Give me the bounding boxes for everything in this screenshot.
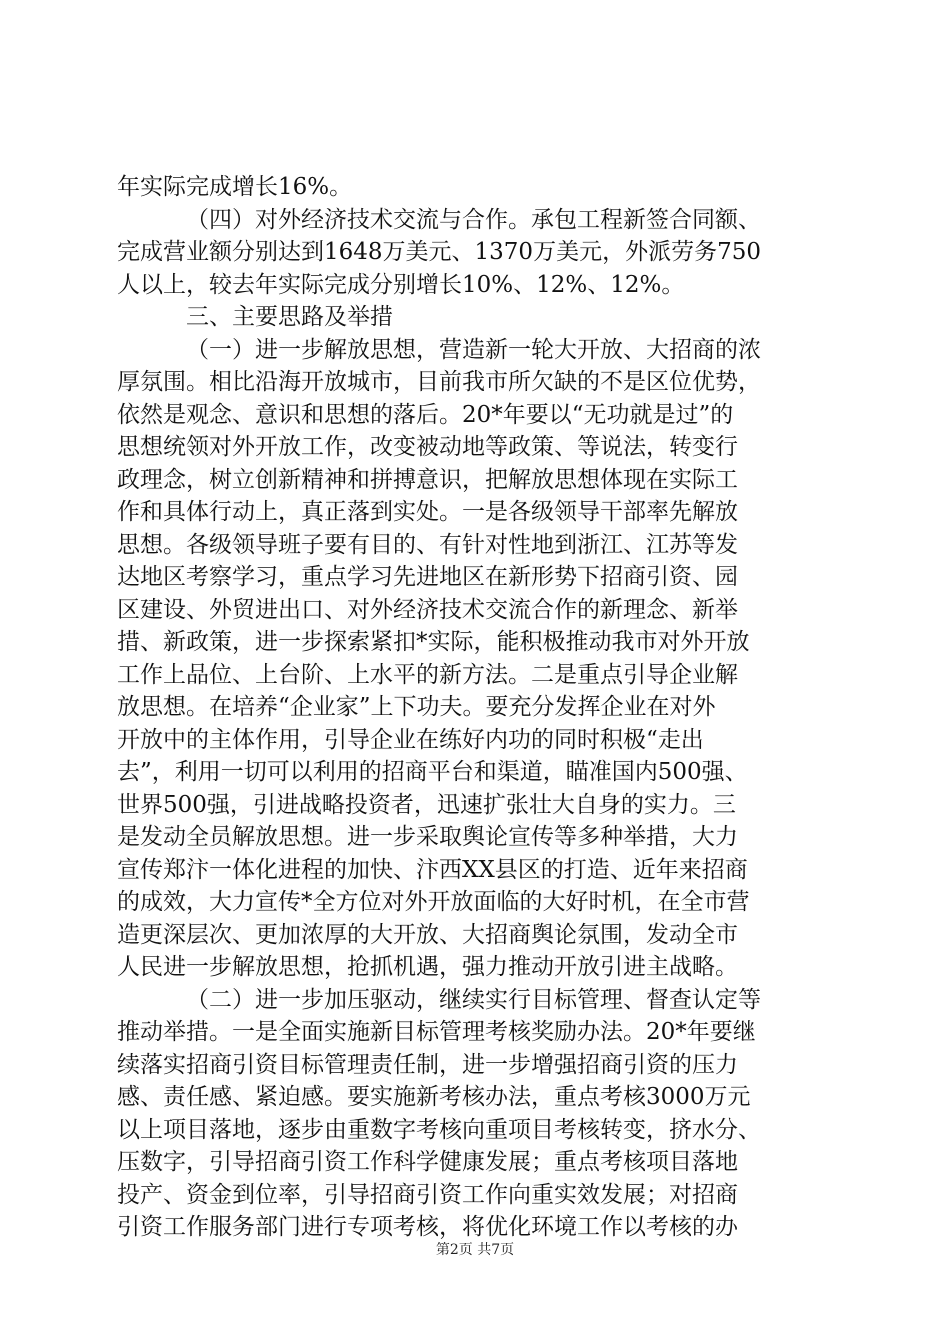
text-line: 以上项目落地，逐步由重数字考核向重项目考核转变，挤水分、	[117, 1116, 761, 1143]
text-line: 思想。各级领导班子要有目的、有针对性地到浙江、江苏等发	[117, 531, 738, 558]
text-line: 依然是观念、意识和思想的落后。20*年要以“无功就是过”的	[117, 401, 734, 428]
text-line: 的成效，大力宣传*全方位对外开放面临的大好时机，在全市营	[117, 889, 750, 915]
text-line: 年实际完成增长16%。	[117, 174, 353, 200]
body-text	[117, 171, 837, 1244]
text-line: 厚氛围。相比沿海开放城市，目前我市所欠缺的不是区位优势，	[117, 369, 761, 395]
text-line: 放思想。在培养“企业家”上下功夫。要充分发挥企业在对外	[117, 694, 716, 720]
page-number-footer: 第2页 共7页	[435, 1242, 515, 1258]
text-line: 感、责任感、紧迫感。要实施新考核办法，重点考核3000万元	[117, 1084, 751, 1110]
text-line: 宣传郑汴一体化进程的加快、汴西XX县区的打造、近年来招商	[117, 856, 748, 883]
text-line: 思想统领对外开放工作，改变被动地等政策、等说法，转变行	[117, 434, 738, 460]
text-line: （一）进一步解放思想，营造新一轮大开放、大招商的浓	[186, 336, 761, 363]
text-line: 工作上品位、上台阶、上水平的新方法。二是重点引导企业解	[117, 661, 738, 688]
text-line: 引资工作服务部门进行专项考核，将优化环境工作以考核的办	[117, 1214, 738, 1240]
text-line: 人以上，较去年实际完成分别增长10%、12%、12%。	[117, 271, 685, 298]
text-line: 是发动全员解放思想。进一步采取舆论宣传等多种举措，大力	[117, 824, 738, 850]
text-line: 压数字，引导招商引资工作科学健康发展；重点考核项目落地	[117, 1149, 738, 1175]
text-line: 推动举措。一是全面实施新目标管理考核奖励办法。20*年要继	[117, 1019, 756, 1045]
section-heading: 三、主要思路及举措	[186, 304, 393, 330]
text-line: 去”，利用一切可以利用的招商平台和渠道，瞄准国内500强、	[117, 759, 748, 785]
text-line: 造更深层次、更加浓厚的大开放、大招商舆论氛围，发动全市	[117, 921, 738, 948]
text-line: 开放中的主体作用，引导企业在练好内功的同时积极“走出	[117, 726, 704, 753]
text-line: 区建设、外贸进出口、对外经济技术交流合作的新理念、新举	[117, 596, 738, 623]
text-line: （四）对外经济技术交流与合作。承包工程新签合同额、	[186, 206, 761, 233]
text-line: 完成营业额分别达到1648万美元、1370万美元，外派劳务750	[117, 239, 761, 265]
text-line: 达地区考察学习，重点学习先进地区在新形势下招商引资、园	[117, 564, 738, 590]
text-line: 政理念，树立创新精神和拼搏意识，把解放思想体现在实际工	[117, 466, 738, 493]
text-line: 人民进一步解放思想，抢抓机遇，强力推动开放引进主战略。	[117, 954, 738, 980]
text-line: （二）进一步加压驱动，继续实行目标管理、督查认定等	[186, 986, 761, 1013]
text-line: 续落实招商引资目标管理责任制，进一步增强招商引资的压力	[117, 1051, 738, 1078]
text-line: 世界500强，引进战略投资者，迅速扩张壮大自身的实力。三	[117, 791, 736, 818]
text-line: 投产、资金到位率，引导招商引资工作向重实效发展；对招商	[117, 1181, 738, 1208]
text-line: 作和具体行动上，真正落到实处。一是各级领导干部率先解放	[117, 499, 738, 525]
text-line: 措、新政策，进一步探索紧扣*实际，能积极推动我市对外开放	[117, 629, 750, 655]
